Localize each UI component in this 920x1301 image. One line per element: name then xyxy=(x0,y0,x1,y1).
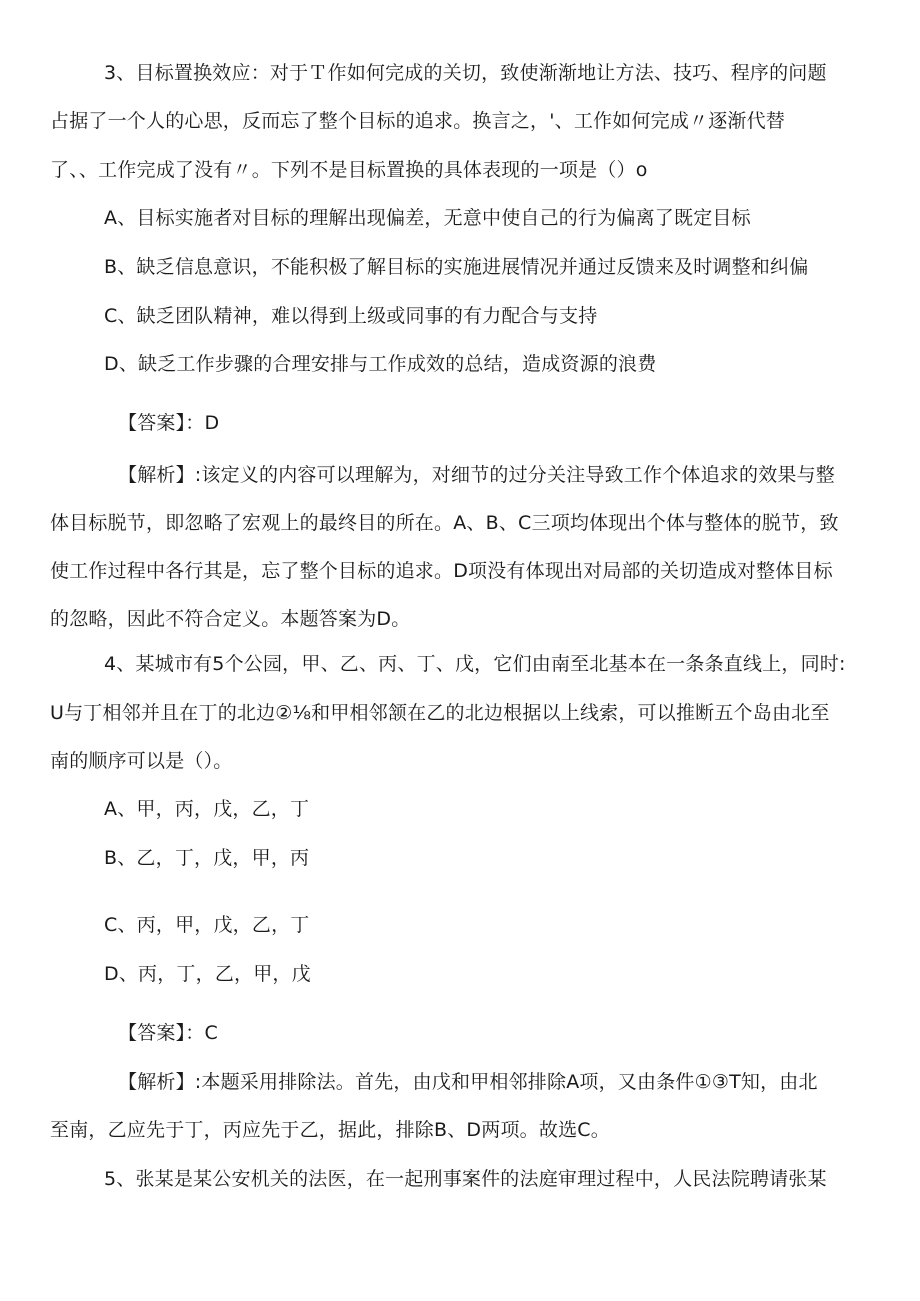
q4-analysis-line-1: 【解析】:本题采用排除法。首先，由戊和甲相邻排除A项，又由条件①③T知，由北 xyxy=(118,1071,818,1093)
q3-option-a: A、目标实施者对目标的理解出现偏差，无意中使自己的行为偏离了既定目标 xyxy=(104,207,751,229)
q3-option-b: B、缺乏信息意识，不能积极了解目标的实施进展情况并通过反馈来及时调整和纠偏 xyxy=(104,256,809,278)
q4-stem-line-3: 南的顺序可以是（）。 xyxy=(50,750,233,772)
q4-option-a: A、甲，丙，戊，乙，丁 xyxy=(104,798,310,820)
q3-analysis-line-1: 【解析】:该定义的内容可以理解为，对细节的过分关注导致工作个体追求的效果与整 xyxy=(118,464,836,486)
q4-option-b: B、乙，丁，戊，甲，丙 xyxy=(104,847,310,869)
q4-option-c: C、丙，甲，戊，乙，丁 xyxy=(104,914,310,936)
q3-stem-line-3: 了、、工作完成了没有〃。下列不是目标置换的具体表现的一项是（）o xyxy=(50,159,648,181)
q4-stem-line-2: U与丁相邻并且在丁的北边②⅛和甲相邻颔在乙的北边根据以上线索，可以推断五个岛由北至 xyxy=(50,702,830,724)
q3-stem-line-1: 3、目标置换效应：对于Ｔ作如何完成的关切，致使渐渐地让方法、技巧、程序的问题 xyxy=(104,62,827,84)
q3-answer: 【答案】：D xyxy=(118,412,220,434)
q5-stem-line-1: 5、张某是某公安机关的法医，在一起刑事案件的法庭审理过程中，人民法院聘请张某 xyxy=(104,1168,827,1190)
q4-analysis-line-2: 至南，乙应先于丁，丙应先于乙，据此，排除B、D两项。故选C。 xyxy=(50,1119,610,1141)
q4-answer: 【答案】：C xyxy=(118,1022,218,1044)
q3-analysis-line-2: 体目标脱节，即忽略了宏观上的最终目的所在。A、B、C三项均体现出个体与整体的脱节，致 xyxy=(50,512,839,534)
q3-option-c: C、缺乏团队精神，难以得到上级或同事的有力配合与支持 xyxy=(104,305,598,327)
q3-analysis-line-4: 的忽略，因此不符合定义。本题答案为D。 xyxy=(50,608,411,630)
q4-stem-line-1: 4、某城市有5个公园，甲、乙、丙、丁、戊，它们由南至北基本在一条条直线上，同时: xyxy=(104,653,846,675)
q3-stem-line-2: 占据了一个人的心思，反而忘了整个目标的追求。换言之，'、工作如何完成〃逐渐代替 xyxy=(50,110,786,132)
q3-analysis-line-3: 使工作过程中各行其是，忘了整个目标的追求。D项没有体现出对局部的关切造成对整体目标 xyxy=(50,560,833,582)
q3-option-d: D、缺乏工作步骤的合理安排与工作成效的总结，造成资源的浪费 xyxy=(104,353,657,375)
q4-option-d: D、丙，丁，乙，甲，戊 xyxy=(104,963,311,985)
